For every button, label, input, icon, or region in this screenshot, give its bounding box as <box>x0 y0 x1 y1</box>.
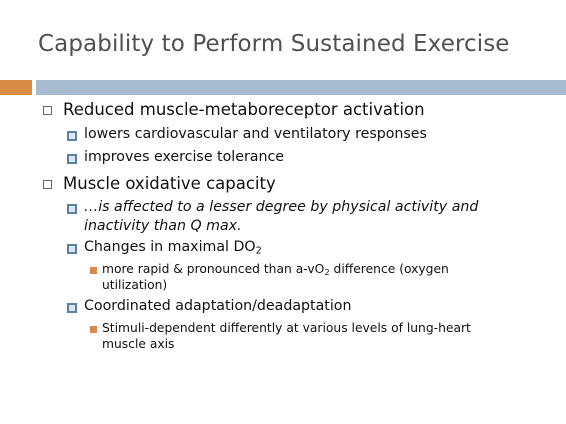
bullet-oxidative-capacity: Muscle oxidative capacity <box>63 174 276 193</box>
bullet-stimuli-line2: muscle axis <box>102 337 175 351</box>
bullet-metaboreceptor: Reduced muscle-metaboreceptor activation <box>63 100 425 119</box>
subscript-2: 2 <box>255 245 262 257</box>
bullet-coordinated-adaptation: Coordinated adaptation/deadaptation <box>84 298 352 314</box>
bullet-lesser-degree-line1: …is affected to a lesser degree by physical activity and <box>84 199 479 215</box>
square-bullet-icon <box>43 180 52 189</box>
orange-square-bullet-icon <box>90 267 97 274</box>
filled-square-bullet-icon <box>67 154 77 164</box>
filled-square-bullet-icon <box>67 303 77 313</box>
square-bullet-icon <box>43 106 52 115</box>
avo2-text-post: difference (oxygen <box>329 262 449 276</box>
bullet-avo2-line1 <box>102 262 449 276</box>
bullet-avo2-line2: utilization) <box>102 278 168 292</box>
avo2-text-pre: more rapid & pronounced than a-vO <box>102 262 325 276</box>
bullet-stimuli-line1: Stimuli-dependent differently at various levels of lung-heart <box>102 321 471 335</box>
orange-square-bullet-icon <box>90 326 97 333</box>
bullet-maximal-do2-text: Changes in maximal DO <box>84 239 256 255</box>
filled-square-bullet-icon <box>67 131 77 141</box>
bullet-exercise-tolerance: improves exercise tolerance <box>84 149 285 165</box>
filled-square-bullet-icon <box>67 204 77 214</box>
bullet-maximal-do2 <box>84 239 262 255</box>
title-accent-bar-orange <box>0 80 32 95</box>
subscript-2: 2 <box>324 267 330 278</box>
bullet-lesser-degree-line2: inactivity than Q max. <box>84 218 242 234</box>
filled-square-bullet-icon <box>67 244 77 254</box>
title-accent-bar-blue <box>36 80 566 95</box>
slide-title: Capability to Perform Sustained Exercise <box>38 31 510 57</box>
bullet-lowers-responses: lowers cardiovascular and ventilatory responses <box>84 126 427 142</box>
